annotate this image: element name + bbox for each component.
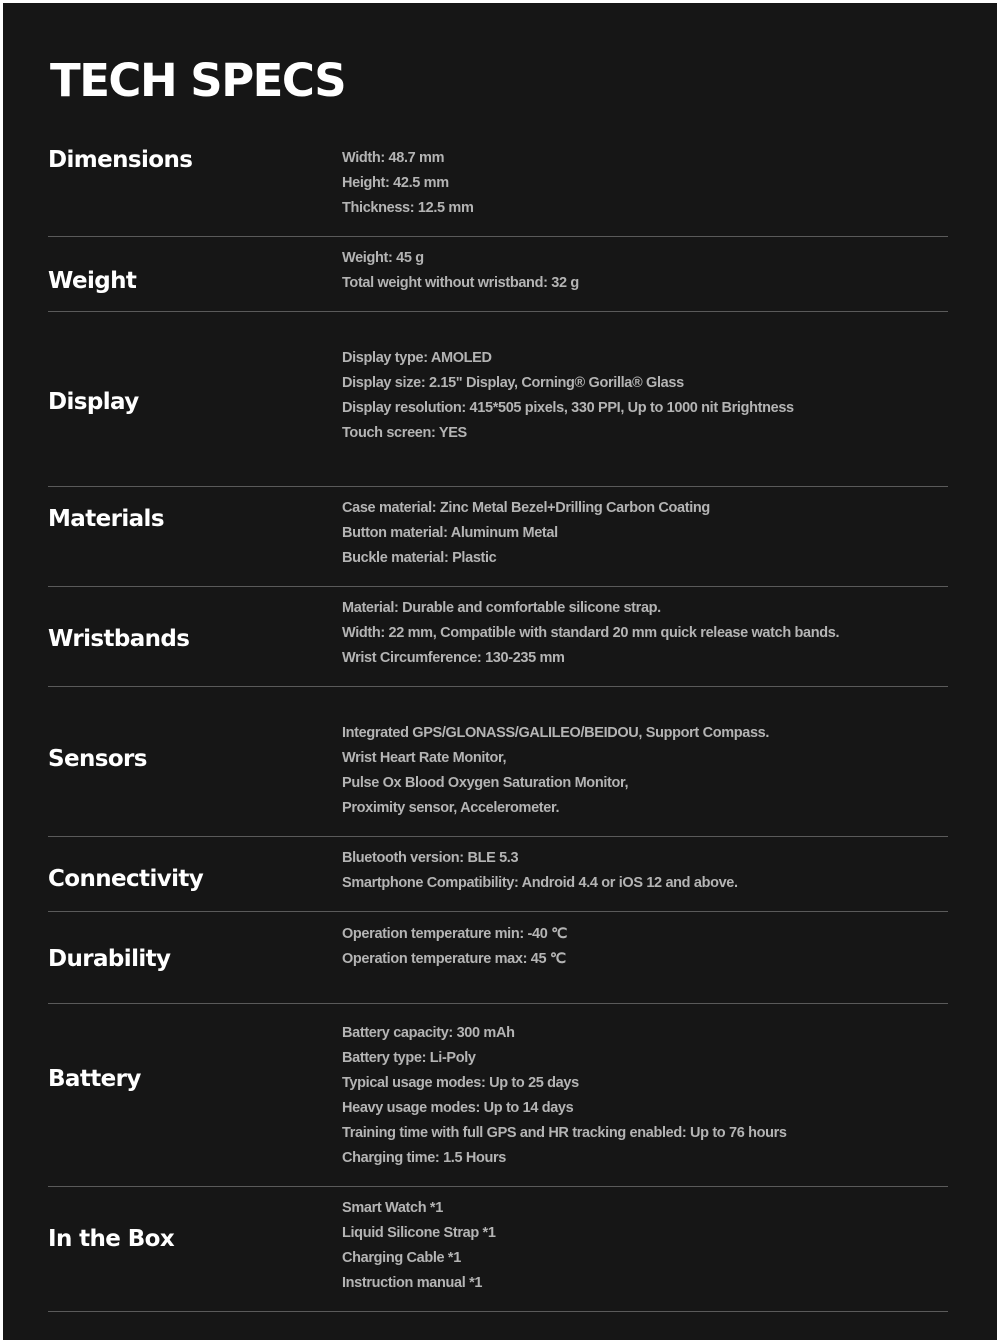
- spec-line: Instruction manual *1: [342, 1275, 483, 1291]
- section-label: Sensors: [48, 746, 147, 772]
- spec-line: Smartphone Compatibility: Android 4.4 or iOS 12 and above.: [342, 875, 738, 891]
- spec-line: Battery type: Li-Poly: [342, 1050, 476, 1066]
- spec-line: Width: 48.7 mm: [342, 150, 445, 166]
- spec-lines: [342, 246, 579, 296]
- spec-line: Charging time: 1.5 Hours: [342, 1150, 507, 1166]
- spec-lines: [342, 721, 769, 821]
- spec-line: Operation temperature min: -40 ℃: [342, 926, 568, 942]
- spec-section-wristbands: [48, 587, 948, 687]
- section-label: Durability: [48, 946, 171, 972]
- section-label: Display: [48, 389, 139, 415]
- spec-section-display: [48, 312, 948, 487]
- spec-line: Button material: Aluminum Metal: [342, 525, 558, 541]
- section-label: Connectivity: [48, 866, 204, 892]
- spec-line: Thickness: 12.5 mm: [342, 200, 474, 216]
- spec-line: Battery capacity: 300 mAh: [342, 1025, 515, 1041]
- spec-line: Weight: 45 g: [342, 250, 424, 266]
- spec-line: Proximity sensor, Accelerometer.: [342, 800, 560, 816]
- spec-line: Operation temperature max: 45 ℃: [342, 951, 566, 967]
- section-label: In the Box: [48, 1226, 175, 1252]
- spec-line: Heavy usage modes: Up to 14 days: [342, 1100, 574, 1116]
- spec-line: Training time with full GPS and HR tracking enabled: Up to 76 hours: [342, 1125, 787, 1141]
- spec-line: Display resolution: 415*505 pixels, 330 PPI, Up to 1000 nit Brightness: [342, 400, 794, 416]
- spec-lines: [342, 922, 567, 972]
- spec-lines: [342, 146, 474, 221]
- spec-line: Pulse Ox Blood Oxygen Saturation Monitor,: [342, 775, 629, 791]
- spec-lines: [342, 846, 738, 896]
- spec-line: Typical usage modes: Up to 25 days: [342, 1075, 579, 1091]
- spec-section-weight: [48, 237, 948, 312]
- spec-line: Touch screen: YES: [342, 425, 467, 441]
- spec-line: Charging Cable *1: [342, 1250, 461, 1266]
- spec-line: Material: Durable and comfortable silicone strap.: [342, 600, 661, 616]
- spec-lines: [342, 346, 794, 446]
- spec-lines: [342, 1196, 496, 1296]
- section-label: Battery: [48, 1066, 141, 1092]
- spec-lines: [342, 1021, 787, 1171]
- spec-line: Display type: AMOLED: [342, 350, 492, 366]
- spec-section-connectivity: [48, 837, 948, 912]
- spec-line: Liquid Silicone Strap *1: [342, 1225, 496, 1241]
- spec-line: Display size: 2.15" Display, Corning® Gorilla® Glass: [342, 375, 684, 391]
- spec-section-dimensions: [48, 138, 948, 237]
- spec-line: Smart Watch *1: [342, 1200, 443, 1216]
- tech-specs-panel: [3, 3, 997, 1340]
- spec-section-sensors: [48, 687, 948, 837]
- spec-lines: [342, 596, 839, 671]
- section-label: Materials: [48, 506, 164, 532]
- spec-section-in-the-box: [48, 1187, 948, 1312]
- spec-line: Total weight without wristband: 32 g: [342, 275, 579, 291]
- spec-line: Buckle material: Plastic: [342, 550, 497, 566]
- spec-section-battery: [48, 1004, 948, 1187]
- spec-line: Case material: Zinc Metal Bezel+Drilling Carbon Coating: [342, 500, 710, 516]
- spec-line: Integrated GPS/GLONASS/GALILEO/BEIDOU, Support Compass.: [342, 725, 770, 741]
- spec-line: Width: 22 mm, Compatible with standard 20 mm quick release watch bands.: [342, 625, 840, 641]
- spec-section-durability: [48, 912, 948, 1004]
- section-label: Dimensions: [48, 147, 193, 173]
- spec-line: Wrist Heart Rate Monitor,: [342, 750, 507, 766]
- page-title: TECH SPECS: [50, 54, 346, 107]
- section-label: Weight: [48, 268, 137, 294]
- section-label: Wristbands: [48, 626, 190, 652]
- spec-line: Wrist Circumference: 130-235 mm: [342, 650, 565, 666]
- spec-line: Height: 42.5 mm: [342, 175, 449, 191]
- spec-section-materials: [48, 487, 948, 587]
- spec-line: Bluetooth version: BLE 5.3: [342, 850, 519, 866]
- spec-lines: [342, 496, 710, 571]
